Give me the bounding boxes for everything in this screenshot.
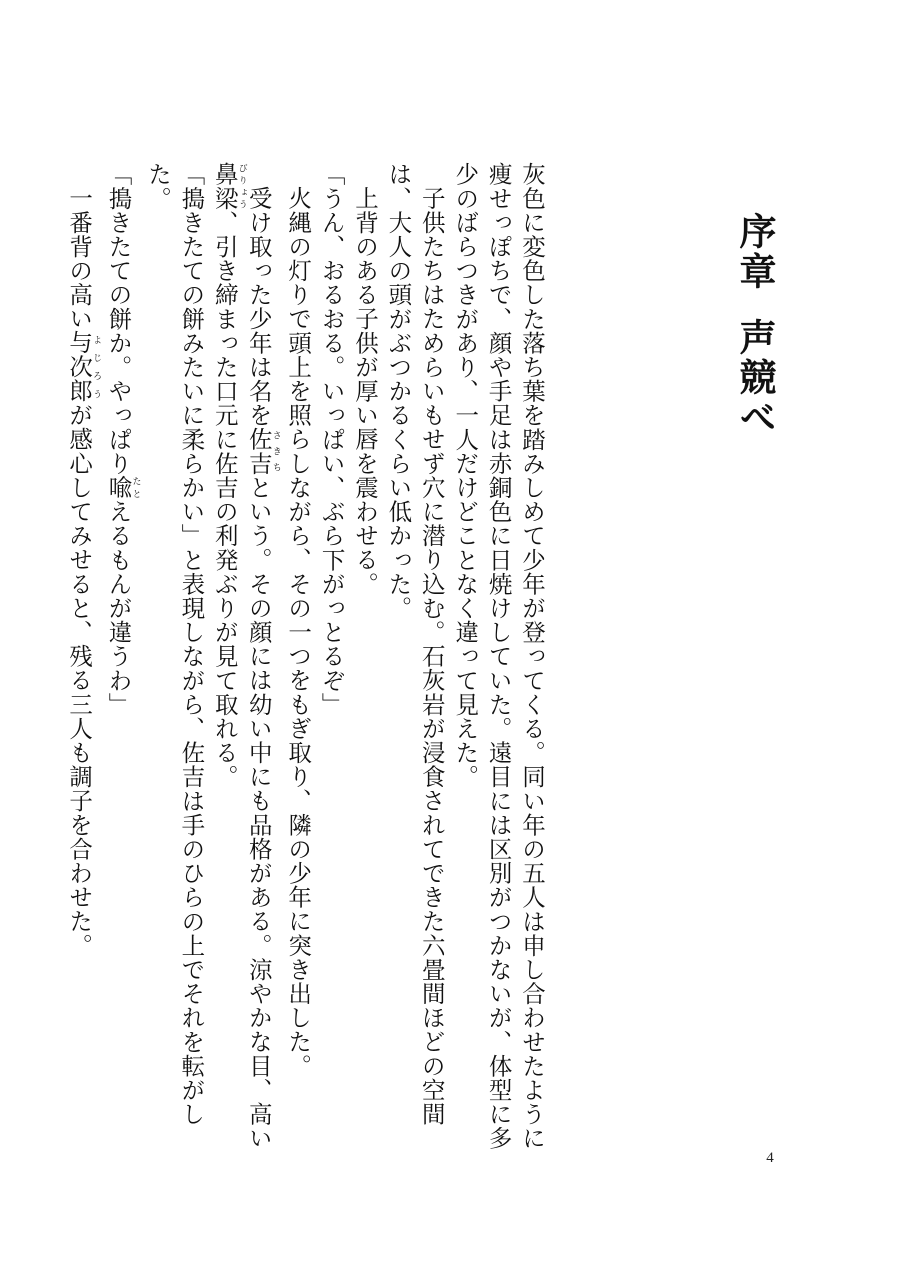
ruby-annotation <box>244 426 281 475</box>
text-segment: が感心してみせると、残る三人も調子を合わせた。 <box>65 402 94 957</box>
ruby-annotation <box>65 330 102 403</box>
text-segment: 子供たちはためらいもせず穴に潜り込む。石灰岩が浸食されてできた六畳間ほどの空間は、大人の頭がぶつかるくらい低かった。 <box>384 162 446 1126</box>
text-segment: えるもんが違うわ」 <box>104 499 133 717</box>
text-segment: 、引き締まった口元に佐吉の利発ぶりが見て取れる。 <box>210 210 239 789</box>
ruby-base: 鼻梁 <box>210 162 239 211</box>
chapter-title: 声競べ <box>733 318 777 438</box>
text-segment: 「うん、おるおる。いっぱい、ぶら下がっとるぞ」 <box>317 162 346 717</box>
text-segment: 「搗きたての餅か。やっぱり <box>104 162 133 476</box>
ruby-reading: さきち <box>270 426 281 475</box>
paragraph <box>314 162 347 1172</box>
ruby-reading: よじろう <box>91 330 102 403</box>
page-number: 4 <box>766 1150 774 1166</box>
paragraph <box>207 162 280 1172</box>
text-segment: 火縄の灯りで頭上を照らしながら、その一つをもぎ取り、隣の少年に突き出した。 <box>284 185 313 1078</box>
text-segment: 上背のある子供が厚い唇を震わせる。 <box>350 185 379 596</box>
text-segment: 灰色に変色した落ち葉を踏みしめて少年が登ってくる。同い年の五人は申し合わせたように痩せっぽちで、顔や手足は赤銅色に日焼けしていた。遠目には区別がつかないが、体型に多少のばらつきがあり、一人だけどことなく違って見えた。 <box>451 162 546 1151</box>
paragraph <box>448 162 548 1172</box>
text-segment: 「搗きたての餅みたいに柔らかい」と表現しながら、佐吉は手のひらの上でそれを転がした。 <box>143 162 206 1126</box>
body-text <box>65 162 548 1172</box>
paragraph <box>281 162 314 1172</box>
paragraph <box>381 162 448 1172</box>
chapter-label: 序章 <box>733 212 777 292</box>
paragraph <box>62 162 101 1172</box>
text-segment: という。その顔には幼い中にも品格がある。涼やかな目、高い <box>244 474 273 1150</box>
text-segment: 受け取った少年は名を <box>244 185 273 427</box>
text-segment: 一番背の高い <box>65 185 94 331</box>
ruby-base: 喩 <box>104 475 133 500</box>
ruby-reading: たと <box>130 475 141 500</box>
ruby-annotation <box>210 162 247 211</box>
ruby-base: 佐吉 <box>244 426 273 475</box>
ruby-base: 与次郎 <box>65 330 94 403</box>
ruby-reading: びりょう <box>236 162 247 211</box>
paragraph <box>101 162 140 1172</box>
ruby-annotation <box>104 475 141 500</box>
chapter-heading <box>733 212 777 572</box>
paragraph <box>348 162 381 1172</box>
paragraph <box>141 162 208 1172</box>
